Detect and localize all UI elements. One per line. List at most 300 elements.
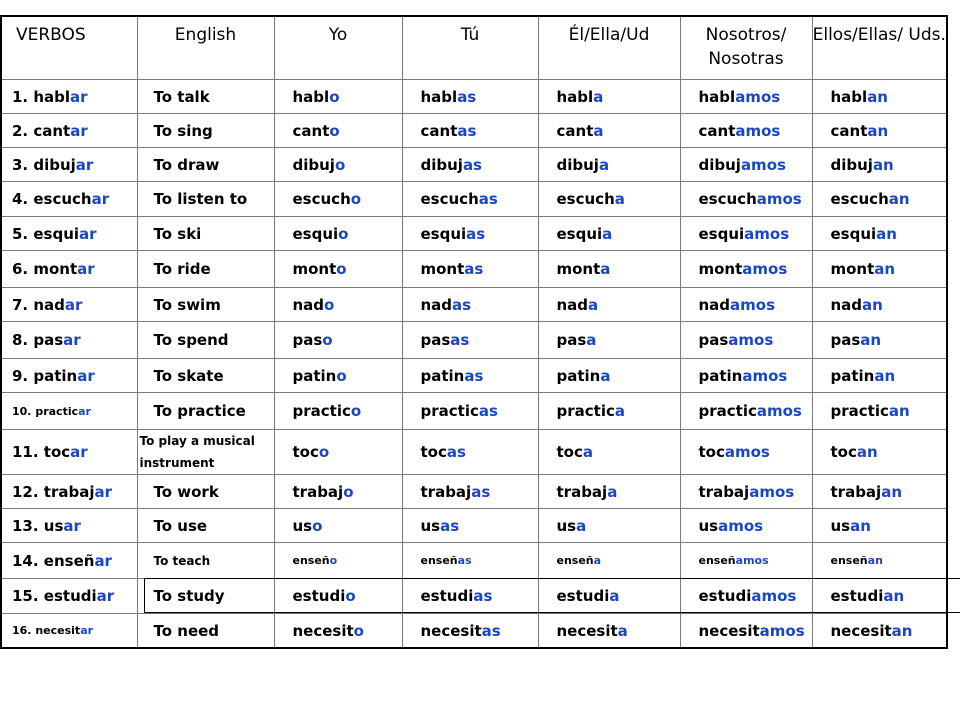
verb-stem: estudi	[43, 587, 97, 605]
form-ending: a	[607, 482, 618, 501]
form-ending: as	[457, 121, 477, 140]
form-yo	[274, 217, 402, 251]
form-stem: us	[830, 516, 851, 535]
form-ending: a	[614, 190, 625, 208]
header-english: English	[137, 16, 274, 80]
english-cell: To practice	[137, 393, 274, 430]
form-el	[538, 288, 680, 322]
verb-ending: ar	[77, 366, 95, 385]
form-ending: amos	[730, 295, 776, 314]
form-stem: us	[556, 516, 577, 535]
form-ending: an	[874, 366, 896, 385]
header-ellos: Ellos/Ellas/ Uds.	[812, 16, 947, 80]
verb-cell	[1, 509, 137, 543]
form-ending: amos	[759, 621, 805, 640]
form-stem: mont	[556, 260, 601, 278]
form-ending: amos	[724, 443, 770, 461]
header-verbos: VERBOS	[1, 16, 137, 80]
english-line: instrument	[139, 456, 215, 470]
verb-ending: ar	[63, 516, 81, 535]
english-cell: To swim	[137, 288, 274, 322]
table-row	[1, 475, 947, 509]
form-ending: o	[334, 155, 346, 174]
form-nosotros	[680, 80, 812, 114]
form-ellos	[812, 393, 947, 430]
form-ending: amos	[740, 155, 786, 174]
form-ending: an	[867, 554, 883, 567]
form-stem: estudi	[698, 587, 752, 605]
form-nosotros	[680, 475, 812, 509]
form-el	[538, 393, 680, 430]
form-tu	[402, 359, 538, 393]
verb-cell	[1, 359, 137, 393]
form-nosotros	[680, 322, 812, 359]
form-ellos	[812, 80, 947, 114]
verb-stem: necesit	[35, 624, 81, 637]
verb-ending: ar	[94, 551, 112, 570]
english-cell: To spend	[137, 322, 274, 359]
english-cell: To study	[137, 579, 274, 614]
form-el	[538, 359, 680, 393]
form-stem: trabaj	[698, 482, 750, 501]
verb-cell	[1, 217, 137, 251]
form-ending: as	[471, 482, 491, 501]
form-stem: pas	[292, 331, 323, 349]
form-ellos	[812, 543, 947, 579]
verb-stem: us	[43, 516, 64, 535]
verb-number: 14.	[12, 551, 44, 570]
header-row	[1, 16, 947, 80]
form-tu	[402, 322, 538, 359]
verb-stem: trabaj	[43, 482, 95, 501]
form-ending: an	[891, 621, 913, 640]
form-stem: enseñ	[830, 554, 868, 567]
form-stem: necesit	[420, 621, 482, 640]
form-ending: a	[602, 224, 613, 243]
conjugation-table	[0, 15, 948, 649]
form-tu	[402, 251, 538, 288]
english-cell: To ride	[137, 251, 274, 288]
form-stem: enseñ	[556, 554, 594, 567]
form-stem: necesit	[830, 621, 892, 640]
form-ending: amos	[756, 402, 802, 420]
form-ending: as	[464, 366, 484, 385]
form-ending: o	[324, 295, 335, 314]
verb-cell	[1, 579, 137, 614]
form-stem: habl	[556, 87, 594, 106]
form-ellos	[812, 430, 947, 475]
form-stem: habl	[698, 87, 736, 106]
form-nosotros	[680, 217, 812, 251]
verb-ending: ar	[91, 190, 110, 208]
form-yo	[274, 614, 402, 649]
form-yo	[274, 148, 402, 182]
table-row	[1, 80, 947, 114]
form-stem: patin	[698, 366, 743, 385]
form-ending: o	[336, 366, 347, 385]
form-ending: as	[481, 621, 501, 640]
form-ending: an	[872, 155, 894, 174]
form-stem: cant	[292, 121, 330, 140]
form-yo	[274, 359, 402, 393]
form-stem: escuch	[556, 190, 615, 208]
form-el	[538, 322, 680, 359]
english-cell: To draw	[137, 148, 274, 182]
form-ending: as	[457, 87, 477, 106]
form-stem: mont	[830, 260, 875, 278]
form-stem: estudi	[556, 587, 610, 605]
form-el	[538, 80, 680, 114]
table-row	[1, 148, 947, 182]
form-stem: pas	[830, 331, 861, 349]
verb-cell	[1, 148, 137, 182]
form-el	[538, 543, 680, 579]
form-ending: as	[464, 260, 484, 278]
verb-cell	[1, 430, 137, 475]
form-stem: patin	[292, 366, 337, 385]
form-stem: nad	[292, 295, 325, 314]
form-stem: dibuj	[556, 155, 599, 174]
form-stem: trabaj	[830, 482, 882, 501]
english-cell	[137, 430, 274, 475]
verb-cell	[1, 288, 137, 322]
form-yo	[274, 393, 402, 430]
form-stem: trabaj	[292, 482, 344, 501]
english-cell: To need	[137, 614, 274, 649]
form-ending: a	[598, 155, 610, 174]
verb-cell	[1, 543, 137, 579]
table-row	[1, 430, 947, 475]
form-ellos	[812, 182, 947, 217]
form-tu	[402, 182, 538, 217]
form-stem: estudi	[830, 587, 884, 605]
form-stem: mont	[292, 260, 337, 278]
form-el	[538, 114, 680, 148]
form-ellos	[812, 251, 947, 288]
verb-ending: ar	[96, 587, 115, 605]
verb-stem: patin	[33, 366, 78, 385]
form-el	[538, 217, 680, 251]
form-yo	[274, 182, 402, 217]
form-ending: amos	[728, 331, 774, 349]
verb-stem: cant	[33, 121, 71, 140]
form-stem: cant	[830, 121, 868, 140]
verb-number: 4.	[12, 190, 34, 208]
form-tu	[402, 475, 538, 509]
table-row	[1, 288, 947, 322]
form-ending: amos	[742, 366, 788, 385]
verb-stem: dibuj	[33, 155, 76, 174]
form-nosotros	[680, 288, 812, 322]
header-yo: Yo	[274, 16, 402, 80]
form-stem: toc	[830, 443, 857, 461]
form-stem: esqui	[556, 224, 603, 243]
form-stem: pas	[420, 331, 451, 349]
verb-ending: ar	[70, 121, 88, 140]
verb-number: 12.	[12, 482, 44, 501]
form-yo	[274, 509, 402, 543]
form-stem: enseñ	[420, 554, 458, 567]
form-ending: an	[888, 402, 910, 420]
form-nosotros	[680, 543, 812, 579]
form-stem: trabaj	[420, 482, 472, 501]
form-ending: a	[588, 295, 599, 314]
form-ending: an	[874, 260, 896, 278]
form-tu	[402, 288, 538, 322]
form-ending: as	[452, 295, 472, 314]
form-ending: a	[586, 331, 597, 349]
form-yo	[274, 288, 402, 322]
form-stem: escuch	[830, 190, 889, 208]
form-stem: esqui	[420, 224, 467, 243]
verb-ending: ar	[78, 404, 91, 418]
form-ending: o	[350, 190, 362, 208]
verb-cell	[1, 80, 137, 114]
form-tu	[402, 114, 538, 148]
form-el	[538, 509, 680, 543]
verb-number: 10.	[12, 404, 36, 418]
form-stem: necesit	[292, 621, 354, 640]
verb-stem: nad	[33, 295, 65, 314]
form-ending: as	[450, 331, 470, 349]
header-nosotros: Nosotros/ Nosotras	[680, 16, 812, 80]
form-stem: dibuj	[830, 155, 873, 174]
form-stem: escuch	[292, 190, 351, 208]
table-row	[1, 509, 947, 543]
form-nosotros	[680, 359, 812, 393]
verb-ending: ar	[94, 482, 113, 501]
form-stem: patin	[830, 366, 875, 385]
verb-number: 7.	[12, 295, 34, 314]
header-tu: Tú	[402, 16, 538, 80]
form-tu	[402, 614, 538, 649]
form-stem: habl	[292, 87, 330, 106]
form-stem: habl	[830, 87, 868, 106]
form-stem: cant	[420, 121, 458, 140]
verb-number: 8.	[12, 331, 34, 349]
form-tu	[402, 509, 538, 543]
form-nosotros	[680, 251, 812, 288]
form-ending: a	[609, 587, 620, 605]
form-stem: nad	[556, 295, 589, 314]
form-tu	[402, 80, 538, 114]
form-ending: an	[856, 443, 878, 461]
form-yo	[274, 475, 402, 509]
form-stem: cant	[556, 121, 594, 140]
table-row	[1, 114, 947, 148]
form-stem: nad	[420, 295, 453, 314]
verb-number: 9.	[12, 366, 34, 385]
verb-ending: ar	[75, 155, 94, 174]
form-tu	[402, 430, 538, 475]
verb-ending: ar	[77, 260, 95, 278]
form-stem: habl	[420, 87, 458, 106]
form-nosotros	[680, 509, 812, 543]
form-ending: as	[478, 402, 498, 420]
form-ending: o	[312, 516, 323, 535]
form-stem: us	[292, 516, 313, 535]
form-ellos	[812, 322, 947, 359]
verb-ending: ar	[70, 443, 88, 461]
form-nosotros	[680, 430, 812, 475]
form-stem: dibuj	[292, 155, 335, 174]
form-ending: o	[329, 121, 340, 140]
verb-ending: ar	[64, 295, 83, 314]
english-cell: To talk	[137, 80, 274, 114]
form-el	[538, 251, 680, 288]
form-stem: necesit	[698, 621, 760, 640]
form-stem: pas	[698, 331, 729, 349]
form-ending: as	[446, 443, 466, 461]
form-ending: a	[582, 443, 593, 461]
form-stem: mont	[420, 260, 465, 278]
verb-ending: ar	[80, 624, 94, 637]
form-ending: amos	[744, 224, 790, 243]
form-ending: an	[881, 482, 903, 501]
table-row	[1, 543, 947, 579]
verb-number: 1.	[12, 87, 34, 106]
verb-cell	[1, 251, 137, 288]
verb-cell	[1, 114, 137, 148]
form-stem: necesit	[556, 621, 618, 640]
verb-stem: esqui	[33, 224, 80, 243]
form-stem: dibuj	[420, 155, 463, 174]
form-stem: esqui	[830, 224, 877, 243]
form-stem: nad	[698, 295, 731, 314]
study-row-highlight-box	[144, 578, 960, 613]
form-stem: enseñ	[292, 554, 330, 567]
verb-number: 2.	[12, 121, 34, 140]
form-stem: toc	[556, 443, 583, 461]
form-ending: o	[336, 260, 347, 278]
verb-cell	[1, 475, 137, 509]
form-yo	[274, 80, 402, 114]
form-stem: practic	[420, 402, 479, 420]
table-row	[1, 182, 947, 217]
form-ending: an	[883, 587, 905, 605]
verb-number: 5.	[12, 224, 34, 243]
form-el	[538, 148, 680, 182]
form-stem: trabaj	[556, 482, 608, 501]
form-stem: patin	[556, 366, 601, 385]
form-yo	[274, 114, 402, 148]
form-ending: a	[614, 402, 625, 420]
form-stem: escuch	[698, 190, 757, 208]
table-row	[1, 322, 947, 359]
english-cell: To skate	[137, 359, 274, 393]
form-ending: a	[600, 366, 611, 385]
form-stem: toc	[292, 443, 319, 461]
form-stem: patin	[420, 366, 465, 385]
verb-number: 11.	[12, 443, 44, 461]
form-ending: a	[576, 516, 587, 535]
form-ending: as	[457, 554, 472, 567]
verb-stem: practic	[35, 404, 79, 418]
verb-stem: escuch	[33, 190, 92, 208]
form-nosotros	[680, 148, 812, 182]
form-stem: toc	[420, 443, 447, 461]
form-nosotros	[680, 182, 812, 217]
form-stem: estudi	[420, 587, 474, 605]
form-ending: a	[593, 121, 604, 140]
form-tu	[402, 393, 538, 430]
form-ending: an	[888, 190, 910, 208]
form-ending: amos	[735, 554, 769, 567]
header-el-ella-ud: Él/Ella/Ud	[538, 16, 680, 80]
form-ending: o	[343, 482, 354, 501]
verb-number: 6.	[12, 260, 34, 278]
form-ending: amos	[751, 587, 797, 605]
verb-number: 15.	[12, 587, 44, 605]
form-ending: an	[867, 121, 889, 140]
form-ending: as	[473, 587, 493, 605]
table-row	[1, 359, 947, 393]
form-stem: esqui	[698, 224, 745, 243]
form-stem: cant	[698, 121, 736, 140]
form-stem: practic	[292, 402, 351, 420]
form-ending: amos	[735, 87, 781, 106]
form-ellos	[812, 475, 947, 509]
verb-ending: ar	[79, 224, 97, 243]
form-ending: an	[876, 224, 897, 243]
form-stem: practic	[556, 402, 615, 420]
verb-cell	[1, 614, 137, 649]
english-cell: To ski	[137, 217, 274, 251]
table-row	[1, 393, 947, 430]
form-stem: escuch	[420, 190, 479, 208]
form-ending: a	[593, 87, 604, 106]
english-cell: To work	[137, 475, 274, 509]
form-ending: a	[593, 554, 602, 567]
form-ending: amos	[756, 190, 802, 208]
verb-stem: enseñ	[43, 551, 95, 570]
verb-cell	[1, 182, 137, 217]
verb-stem: mont	[33, 260, 78, 278]
form-stem: practic	[698, 402, 757, 420]
form-ending: amos	[749, 482, 795, 501]
verb-number: 16.	[12, 624, 36, 637]
form-stem: practic	[830, 402, 889, 420]
form-nosotros	[680, 114, 812, 148]
verb-cell	[1, 322, 137, 359]
form-ellos	[812, 217, 947, 251]
form-ending: an	[867, 87, 888, 106]
form-ending: amos	[735, 121, 781, 140]
form-ending: as	[462, 155, 482, 174]
form-stem: pas	[556, 331, 587, 349]
form-ending: o	[318, 443, 330, 461]
form-ending: as	[466, 224, 486, 243]
form-ending: amos	[718, 516, 764, 535]
form-ending: as	[478, 190, 498, 208]
form-tu	[402, 148, 538, 182]
form-ellos	[812, 509, 947, 543]
english-cell: To teach	[137, 543, 274, 579]
form-tu	[402, 217, 538, 251]
form-stem: dibuj	[698, 155, 741, 174]
form-ellos	[812, 288, 947, 322]
verb-ending: ar	[70, 87, 88, 106]
table-row	[1, 217, 947, 251]
form-stem: esqui	[292, 224, 339, 243]
table-row	[1, 251, 947, 288]
verb-number: 13.	[12, 516, 44, 535]
form-ending: as	[440, 516, 460, 535]
form-stem: us	[420, 516, 441, 535]
form-ellos	[812, 359, 947, 393]
form-ending: o	[329, 87, 340, 106]
form-ending: o	[350, 402, 362, 420]
